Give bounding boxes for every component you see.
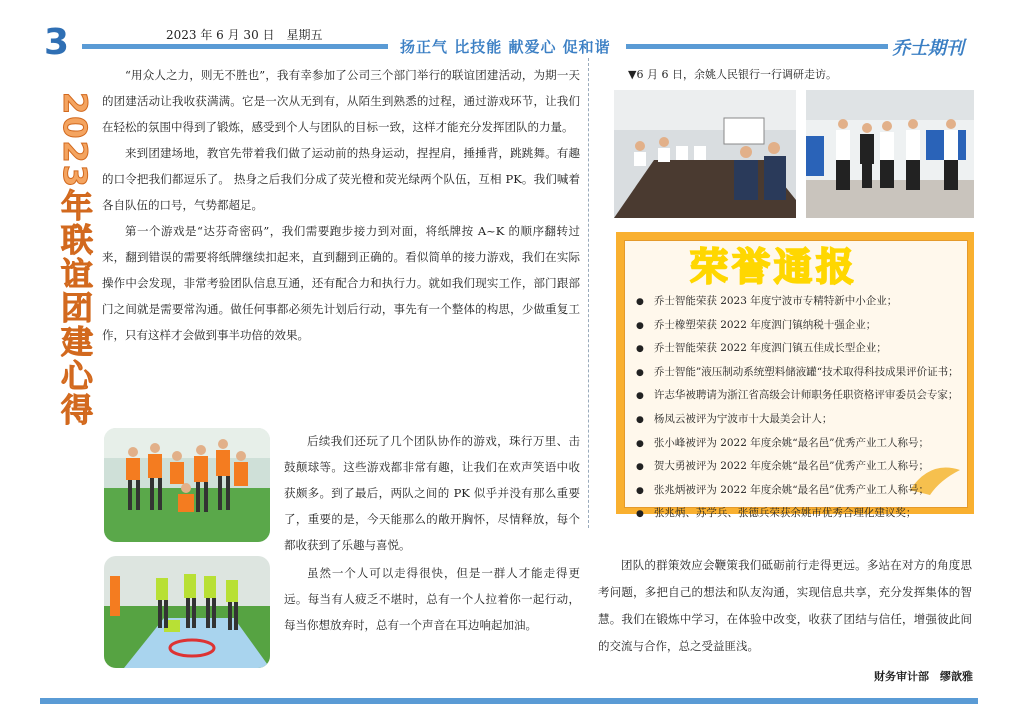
- honor-title: 荣誉通报: [690, 245, 859, 289]
- vertical-title: 2023年联谊团建心得: [56, 92, 94, 428]
- article-conclusion: [598, 552, 972, 660]
- article-paragraph: “用众人之力，则无不胜也”，我有幸参加了公司三个部门举行的联谊团建活动，为期一天的团建活动让我收获满满。它是一次从无到有，从陌生到熟悉的过程，通过游戏环节，让我们在轻松的氛围中得到了锻炼，感受到个人与团队的目标一致，这样才能充分发挥团队的力量。: [102, 68, 580, 134]
- honor-item: ● 乔士智能荣获 2023 年度宁波市专精特新中小企业；: [636, 290, 970, 314]
- honor-list: [636, 290, 970, 526]
- author-signature: 财务审计部 缪歆雅: [874, 670, 973, 683]
- article-body-continued: [284, 428, 580, 638]
- article-body: [102, 62, 580, 348]
- column-divider: [588, 58, 590, 528]
- header-bar-right: [626, 44, 888, 49]
- team-photo-curling-game: [104, 556, 270, 668]
- honor-item: ● 张兆炳被评为 2022 年度余姚“最名邑”优秀产业工人称号；: [636, 479, 970, 503]
- honor-item: ● 乔士橡塑荣获 2022 年度泗门镇纳税十强企业；: [636, 314, 970, 338]
- honor-item: ● 张兆炳、苏学兵、张德兵荣获余姚市优秀合理化建议奖；: [636, 502, 970, 526]
- header-bar-left: [82, 44, 388, 49]
- honor-item: ● 张小峰被评为 2022 年度余姚“最名邑”优秀产业工人称号；: [636, 432, 970, 456]
- page-number: 3: [44, 22, 70, 63]
- honor-item: ● 贺大勇被评为 2022 年度余姚“最名邑”优秀产业工人称号；: [636, 455, 970, 479]
- honor-item: ● 乔士智能”液压制动系统塑料储液罐“技术取得科技成果评价证书；: [636, 361, 970, 385]
- brand-name: 乔士期刊: [892, 38, 964, 59]
- article-paragraph: 第一个游戏是“达芬奇密码”，我们需要跑步接力到对面，将纸牌按 A~K 的顺序翻转过来，翻到错误的需要将纸牌继续扣起来，直到翻到正确的。看似简单的接力游戏，我们在实际操作中会发现，非常考验团队信息互通，还有配合力和执行力。就如我们现实工作，部门跟部门之间就是需要常沟通。做任何事都必须先计划后行动，事先有一个整体的构思，少做重复工作，只有这样才会做到事半功倍的效果。: [102, 224, 580, 342]
- article-paragraph: 团队的群策效应会鞭策我们砥砺前行走得更远。多站在对方的角度思考问题，多把自己的想法和队友沟通，实现信息共享，充分发挥集体的智慧。我们在锻炼中学习，在体验中改变，收获了团结与信任，增强彼此间的交流与合作，总之受益匪浅。: [598, 558, 972, 653]
- team-photo-orange-group: [104, 428, 270, 542]
- article-paragraph: 虽然一个人可以走得很快，但是一群人才能走得更远。每当有人疲乏不堪时，总有一个人拉着你一起行动，每当你想放弃时，总有一个声音在耳边响起加油。: [284, 566, 580, 632]
- issue-date: 2023 年 6 月 30 日 星期五: [166, 28, 323, 42]
- honor-item: ● 许志华被聘请为浙江省高级会计师职务任职资格评审委员会专家；: [636, 384, 970, 408]
- honor-item: ● 杨凤云被评为宁波市十大最美会计人；: [636, 408, 970, 432]
- bank-visit-meeting-room: [614, 90, 796, 218]
- photo-caption: ▼6 月 6 日，余姚人民银行一行调研走访。: [628, 68, 837, 81]
- article-paragraph: 后续我们还玩了几个团队协作的游戏，珠行万里、击鼓颠球等。这些游戏都非常有趣，让我们在欢声笑语中收获颇多。到了最后，两队之间的 PK 似乎并没有那么重要了，重要的是，今天能那么的敞开胸怀，尽情释放，每个都收获到了乐趣与喜悦。: [284, 434, 580, 552]
- bank-visit-warehouse: [806, 90, 974, 218]
- honor-item: ● 乔士智能荣获 2022 年度泗门镇五佳成长型企业；: [636, 337, 970, 361]
- article-paragraph: 来到团建场地，教官先带着我们做了运动前的热身运动，捏捏肩，捶捶背，跳跳舞。有趣的口令把我们都逗乐了。 热身之后我们分成了荧光橙和荧光绿两个队伍，互相 PK。我们喊着各自队伍的口号，气势都超足。: [102, 146, 580, 212]
- footer-bar: [40, 698, 978, 704]
- slogan: 扬正气 比技能 献爱心 促和谐: [400, 38, 611, 56]
